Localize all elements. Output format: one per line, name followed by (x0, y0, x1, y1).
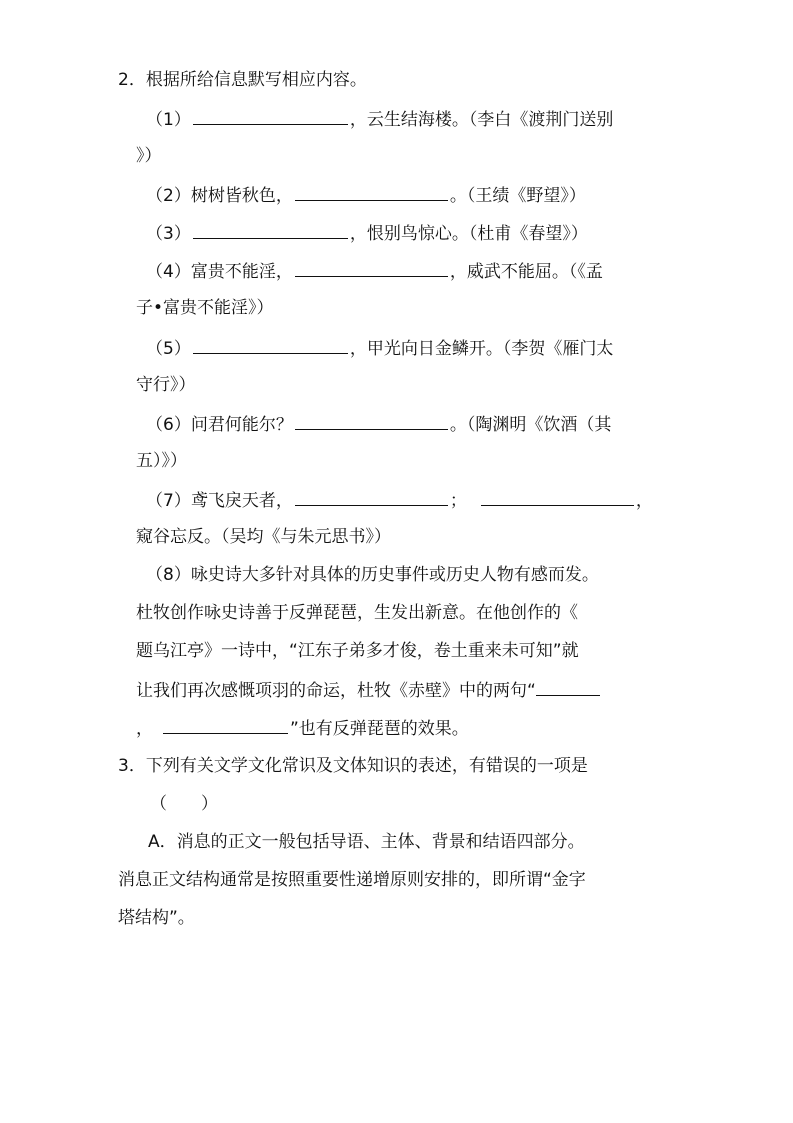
question-number: 3． (118, 756, 146, 776)
item-text: 树树皆秋色， (190, 186, 293, 206)
item-text: ，恨别鸟惊心。（杜甫《春望》） (349, 224, 588, 244)
item-8-line-4 (136, 677, 602, 703)
item-text: 五）》） (136, 451, 187, 471)
item-text: 子•富贵不能淫》） (136, 298, 274, 318)
item-8-line-5 (136, 715, 469, 741)
question-text: 根据所给信息默写相应内容。 (145, 70, 367, 90)
answer-parenthesis[interactable]: （ ） (150, 794, 218, 814)
item-text: 富贵不能淫， (190, 262, 293, 282)
answer-blank[interactable] (295, 182, 448, 201)
question-number: 2． (118, 70, 146, 90)
answer-blank[interactable] (193, 220, 348, 239)
answer-blank[interactable] (163, 715, 288, 734)
item-2-line (146, 182, 586, 208)
item-text: ，甲光向日金鳞开。（李贺《雁门太 (349, 339, 614, 359)
item-6-continuation (136, 449, 187, 473)
answer-blank[interactable] (295, 258, 448, 277)
item-number: （7） (146, 491, 191, 511)
option-text: 消息正文结构通常是按照重要性递增原则安排的，即所谓“金字 (118, 870, 586, 890)
item-number: （5） (146, 339, 191, 359)
question-text: 下列有关文学文化常识及文体知识的表述，有错误的一项是 (145, 756, 588, 776)
item-8-line-2 (136, 601, 578, 625)
option-a-line-1 (148, 830, 585, 854)
item-text: 问君何能尔？ (190, 415, 293, 435)
item-number: （6） (146, 415, 191, 435)
answer-blank[interactable] (295, 487, 448, 506)
item-text: 窥谷忘反。（吴均《与朱元思书》） (136, 527, 391, 547)
item-text: 杜牧创作咏史诗善于反弹琵琶，生发出新意。在他创作的《 (136, 603, 578, 623)
item-number: （2） (146, 186, 191, 206)
item-text: ； (449, 491, 467, 511)
item-text: 让我们再次感慨项羽的命运，杜牧《赤壁》中的两句“ (136, 681, 536, 701)
item-number: （3） (146, 224, 191, 244)
answer-blank[interactable] (295, 411, 448, 430)
item-8-line-3 (136, 639, 579, 663)
item-text: ，云生结海楼。（李白《渡荆门送别 (349, 110, 614, 130)
item-4-continuation (136, 296, 274, 320)
item-text: 咏史诗大多针对具体的历史事件或历史人物有感而发。 (190, 565, 599, 585)
item-1-line (146, 106, 613, 132)
item-text: 。（王绩《野望》） (449, 186, 586, 206)
answer-blank[interactable] (536, 677, 600, 696)
item-7-continuation (136, 525, 391, 549)
item-text: ， (635, 491, 653, 511)
answer-blank[interactable] (193, 106, 348, 125)
item-text: ，威武不能屈。（《孟 (449, 262, 603, 282)
item-1-continuation (136, 144, 162, 168)
item-4-line (146, 258, 603, 284)
option-text: A．消息的正文一般包括导语、主体、背景和结语四部分。 (148, 832, 585, 852)
option-text: 塔结构”。 (118, 908, 195, 928)
item-text: 题乌江亭》一诗中，“江东子弟多才俊，卷土重来未可知”就 (136, 641, 579, 661)
item-7-line (146, 487, 653, 513)
option-a-line-3 (118, 906, 195, 930)
item-5-line (146, 335, 613, 361)
option-a-line-2 (118, 868, 586, 892)
item-3-line (146, 220, 588, 246)
item-number: （8） (146, 565, 191, 585)
item-text: ”也有反弹琵琶的效果。 (290, 719, 469, 739)
question-3-stem (118, 754, 588, 778)
item-8-line-1 (146, 563, 599, 587)
answer-blank[interactable] (481, 487, 634, 506)
item-number: （1） (146, 110, 191, 130)
item-5-continuation (136, 373, 196, 397)
item-text: 鸢飞戾天者， (190, 491, 293, 511)
item-6-line (146, 411, 611, 437)
item-text: 》） (136, 146, 162, 166)
question-2-stem (118, 68, 367, 92)
item-text: 守行》） (136, 375, 196, 395)
item-text: ， (136, 719, 153, 739)
answer-blank[interactable] (193, 335, 348, 354)
item-number: （4） (146, 262, 191, 282)
item-text: 。（陶渊明《饮酒（其 (449, 415, 612, 435)
